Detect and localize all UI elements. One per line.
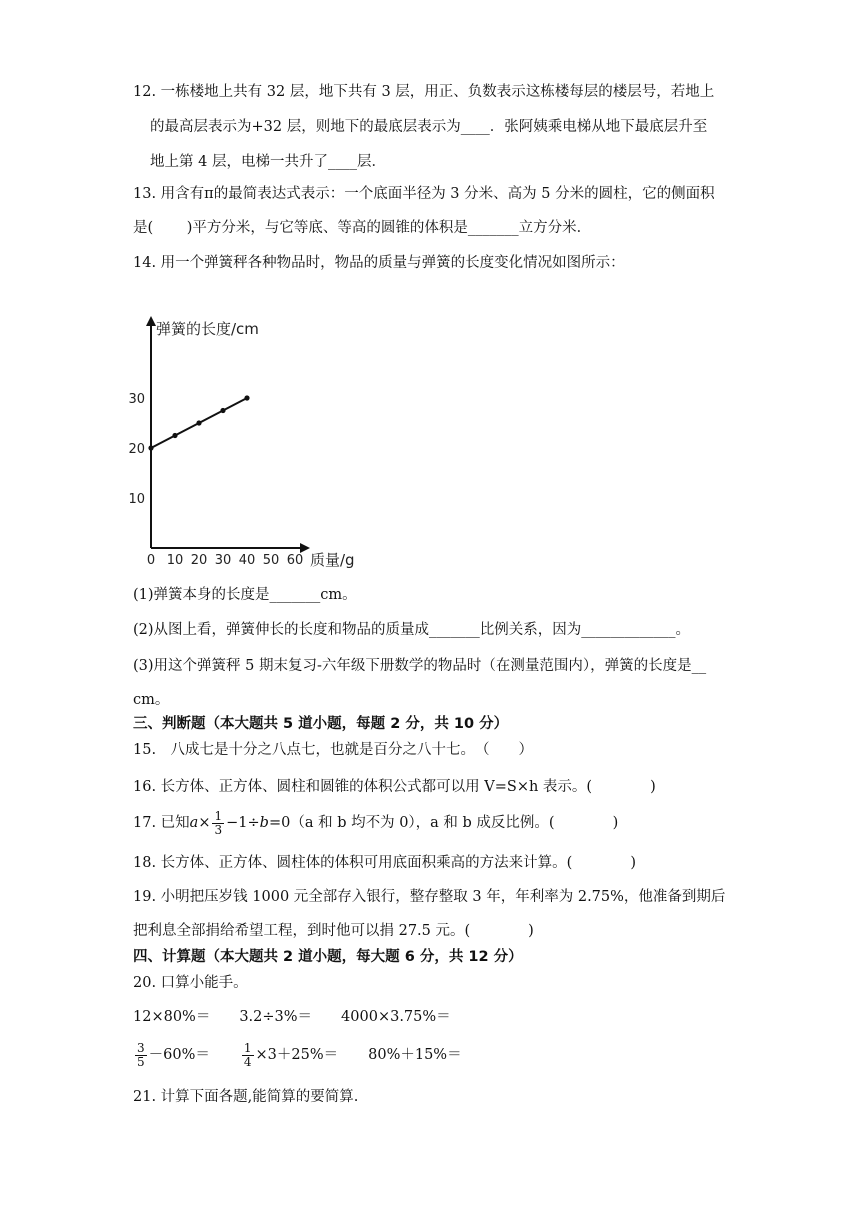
x-tick-label: 0 <box>146 553 156 568</box>
q20-frac1 <box>135 1042 147 1069</box>
x-tick-label: 20 <box>190 553 208 568</box>
q20-title: 20. 口算小能手。 <box>133 975 248 991</box>
section-4-heading: 四、计算题（本大题共 2 道小题，每大题 6 分，共 12 分） <box>133 949 523 965</box>
q20-expr2: ×3＋25%＝ <box>255 1047 339 1063</box>
x-tick-label: 40 <box>238 553 256 568</box>
q20-frac1-den: 5 <box>137 1054 145 1069</box>
q13-line2: 是( )平方分米，与它等底、等高的圆锥的体积是_______立方分米． <box>133 220 592 236</box>
q17-mid: −1÷ <box>226 815 260 831</box>
q17-frac-num: 1 <box>214 808 223 823</box>
q17 <box>133 808 618 838</box>
chart-ylabel: 弹簧的长度/cm <box>156 320 259 338</box>
q20-expr3: 80%＋15%＝ <box>368 1047 462 1063</box>
q14-part3-line2: cm。 <box>133 692 170 708</box>
q12-line1: 12. 一栋楼地上共有 32 层，地下共有 3 层，用正、负数表示这栋楼每层的楼层号，若地上 <box>133 84 715 100</box>
chart-xlabel: 质量/g <box>310 551 355 569</box>
q14-part1: (1)弹簧本身的长度是_______cm。 <box>133 587 357 603</box>
q17-var-b: b <box>259 815 269 831</box>
y-tick-label: 20 <box>128 442 145 457</box>
y-tick-label: 30 <box>128 392 145 407</box>
q12-line2: 的最高层表示为+32 层，则地下的最底层表示为____．张阿姨乘电梯从地下最底层升至 <box>150 119 708 135</box>
data-point <box>220 408 225 413</box>
q18: 18. 长方体、正方体、圆柱体的体积可用底面积乘高的方法来计算。( ) <box>133 855 636 871</box>
q20-row2 <box>133 1038 462 1072</box>
q17-frac-den: 3 <box>214 822 223 837</box>
q21: 21. 计算下面各题,能简算的要简算. <box>133 1089 359 1105</box>
q12-line3: 地上第 4 层，电梯一共升了____层． <box>150 154 386 170</box>
x-tick-label: 10 <box>166 553 184 568</box>
section-3-heading: 三、判断题（本大题共 5 道小题，每题 2 分，共 10 分） <box>133 716 509 732</box>
q20-row1: 12×80%＝ 3.2÷3%＝ 4000×3.75%＝ <box>133 1009 451 1025</box>
q17-post: （a 和 b 均不为 0），a 和 b 成反比例。( ) <box>290 815 619 831</box>
q20-frac2 <box>242 1042 254 1069</box>
q20-frac2-den: 4 <box>243 1054 252 1069</box>
x-tick-label: 50 <box>262 553 280 568</box>
q17-var-a: a <box>189 815 199 831</box>
q20-expr1: －60%＝ <box>148 1047 210 1063</box>
q14-part2: (2)从图上看，弹簧伸长的长度和物品的质量成_______比例关系，因为_____________。 <box>133 622 691 638</box>
x-tick-label: 30 <box>214 553 232 568</box>
q16: 16. 长方体、正方体、圆柱和圆锥的体积公式都可以用 V=S×h 表示。( ) <box>133 779 656 795</box>
q20-frac2-num: 1 <box>243 1040 252 1055</box>
q17-fraction <box>212 810 224 837</box>
q17-times: × <box>198 815 211 831</box>
q20-frac1-num: 3 <box>137 1040 145 1055</box>
spring-length-chart <box>120 308 380 578</box>
q19-line1: 19. 小明把压岁钱 1000 元全部存入银行，整存整取 3 年，年利率为 2.75%，他准备到期后 <box>133 889 726 905</box>
x-tick-label: 60 <box>286 553 304 568</box>
q15: 15. 八成七是十分之八点七，也就是百分之八十七。 （ ） <box>133 742 534 758</box>
q14-line1: 14. 用一个弹簧秤各种物品时，物品的质量与弹簧的长度变化情况如图所示： <box>133 255 625 271</box>
q19-line2: 把利息全部捐给希望工程，到时他可以捐 27.5 元。( ) <box>133 923 534 939</box>
q14-part3-line1: (3)用这个弹簧秤 5 期末复习-六年级下册数学的物品时（在测量范围内），弹簧的长度是__ <box>133 658 707 674</box>
q13-line1: 13. 用含有π的最简表达式表示：一个底面半径为 3 分米、高为 5 分米的圆柱，它的侧面积 <box>133 186 715 202</box>
data-point <box>172 433 177 438</box>
data-point <box>148 445 153 450</box>
q17-pre: 17. 已知 <box>133 815 190 831</box>
q17-eq: =0 <box>268 815 291 831</box>
x-axis-arrow <box>300 543 310 553</box>
y-tick-label: 10 <box>128 492 145 507</box>
data-point <box>196 420 201 425</box>
y-axis-arrow <box>146 316 156 326</box>
data-point <box>244 395 249 400</box>
